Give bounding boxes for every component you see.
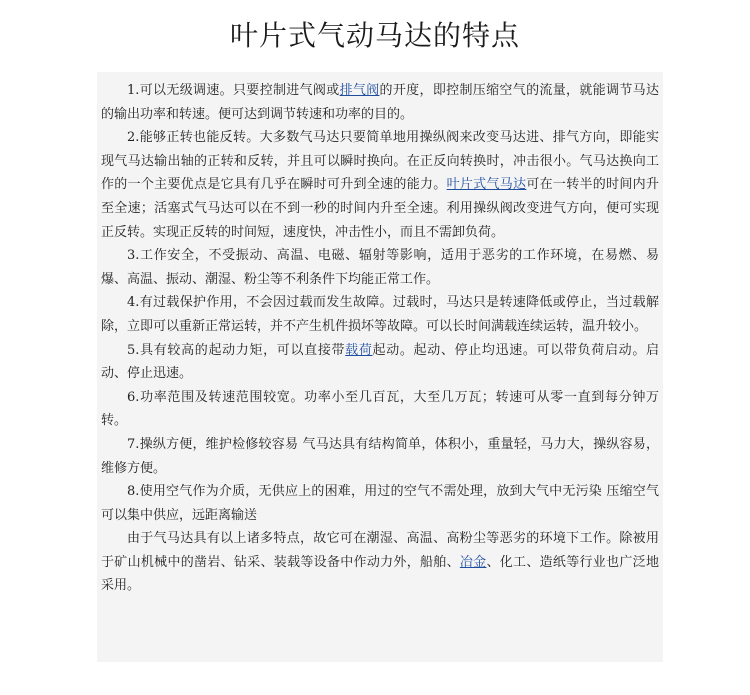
paragraph-text: 5.具有较高的起动力矩，可以直接带 xyxy=(127,342,346,358)
paragraph-text: 可在一转半的时间内升至全速；活塞式气马达可以在不到一秒的时间内升至全速。利用操纵阀改变进气方向，便可实现正反转。实现正反转的时间短，速度快，冲击性小，而且不需卸负荷。 xyxy=(101,177,659,240)
paragraph-text: 2.能够正转也能反转。大多数气马达只要简单地用操纵阀来改变马达进、排气方向，即能实现气马达输出轴的正转和反转，并且可以瞬时换向。在正反向转换时，冲击很小。气马达换向工作的一个主要优点是它具有几乎在瞬时可升到全速的能力。 xyxy=(101,130,659,193)
paragraph xyxy=(101,244,659,291)
paragraph xyxy=(101,480,659,527)
paragraph xyxy=(101,527,659,598)
paragraph-text: 、化工、造纸等行业也广泛地采用。 xyxy=(101,554,659,594)
paragraph xyxy=(101,126,659,244)
paragraph-text: 8.使用空气作为介质，无供应上的困难，用过的空气不需处理，放到大气中无污染 压缩空气可以集中供应，远距离输送 xyxy=(101,484,659,523)
paragraph-text: 的开度，即控制压缩空气的流量，就能调节马达的输出功率和转速。便可达到调节转速和功率的目的。 xyxy=(101,83,659,122)
inline-link[interactable]: 冶金 xyxy=(459,554,487,570)
inline-link[interactable]: 排气阀 xyxy=(339,83,380,98)
paragraph-text: 7.操纵方便，维护检修较容易 气马达具有结构简单，体积小，重量轻，马力大，操纵容易，维修方便。 xyxy=(101,436,659,476)
article-body xyxy=(97,72,663,662)
paragraph xyxy=(101,79,659,126)
paragraph xyxy=(101,386,659,433)
paragraph xyxy=(101,291,659,338)
inline-link[interactable]: 载荷 xyxy=(345,342,373,358)
paragraph-text: 1.可以无级调速。只要控制进气阀或 xyxy=(127,83,340,98)
paragraph xyxy=(101,433,659,480)
paragraph-text: 起动。起动、停止均迅速。可以带负荷启动。启动、停止迅速。 xyxy=(101,342,659,382)
paragraph xyxy=(101,339,659,386)
paragraph-text: 3.工作安全，不受振动、高温、电磁、辐射等影响，适用于恶劣的工作环境，在易燃、易爆、高温、振动、潮湿、粉尘等不利条件下均能正常工作。 xyxy=(101,248,659,287)
inline-link[interactable]: 叶片式气马达 xyxy=(446,177,527,193)
paragraph-text: 6.功率范围及转速范围较宽。功率小至几百瓦，大至几万瓦；转速可从零一直到每分钟万转。 xyxy=(101,389,659,429)
paragraph-text: 由于气马达具有以上诸多特点，故它可在潮湿、高温、高粉尘等恶劣的环境下工作。除被用于矿山机械中的凿岩、钻采、装载等设备中作动力外，船舶、 xyxy=(101,531,659,570)
paragraph-text: 4.有过载保护作用，不会因过载而发生故障。过载时，马达只是转速降低或停止，当过载解除，立即可以重新正常运转，并不产生机件损坏等故障。可以长时间满载连续运转，温升较小。 xyxy=(101,295,659,334)
page-title: 叶片式气动马达的特点 xyxy=(229,19,520,52)
